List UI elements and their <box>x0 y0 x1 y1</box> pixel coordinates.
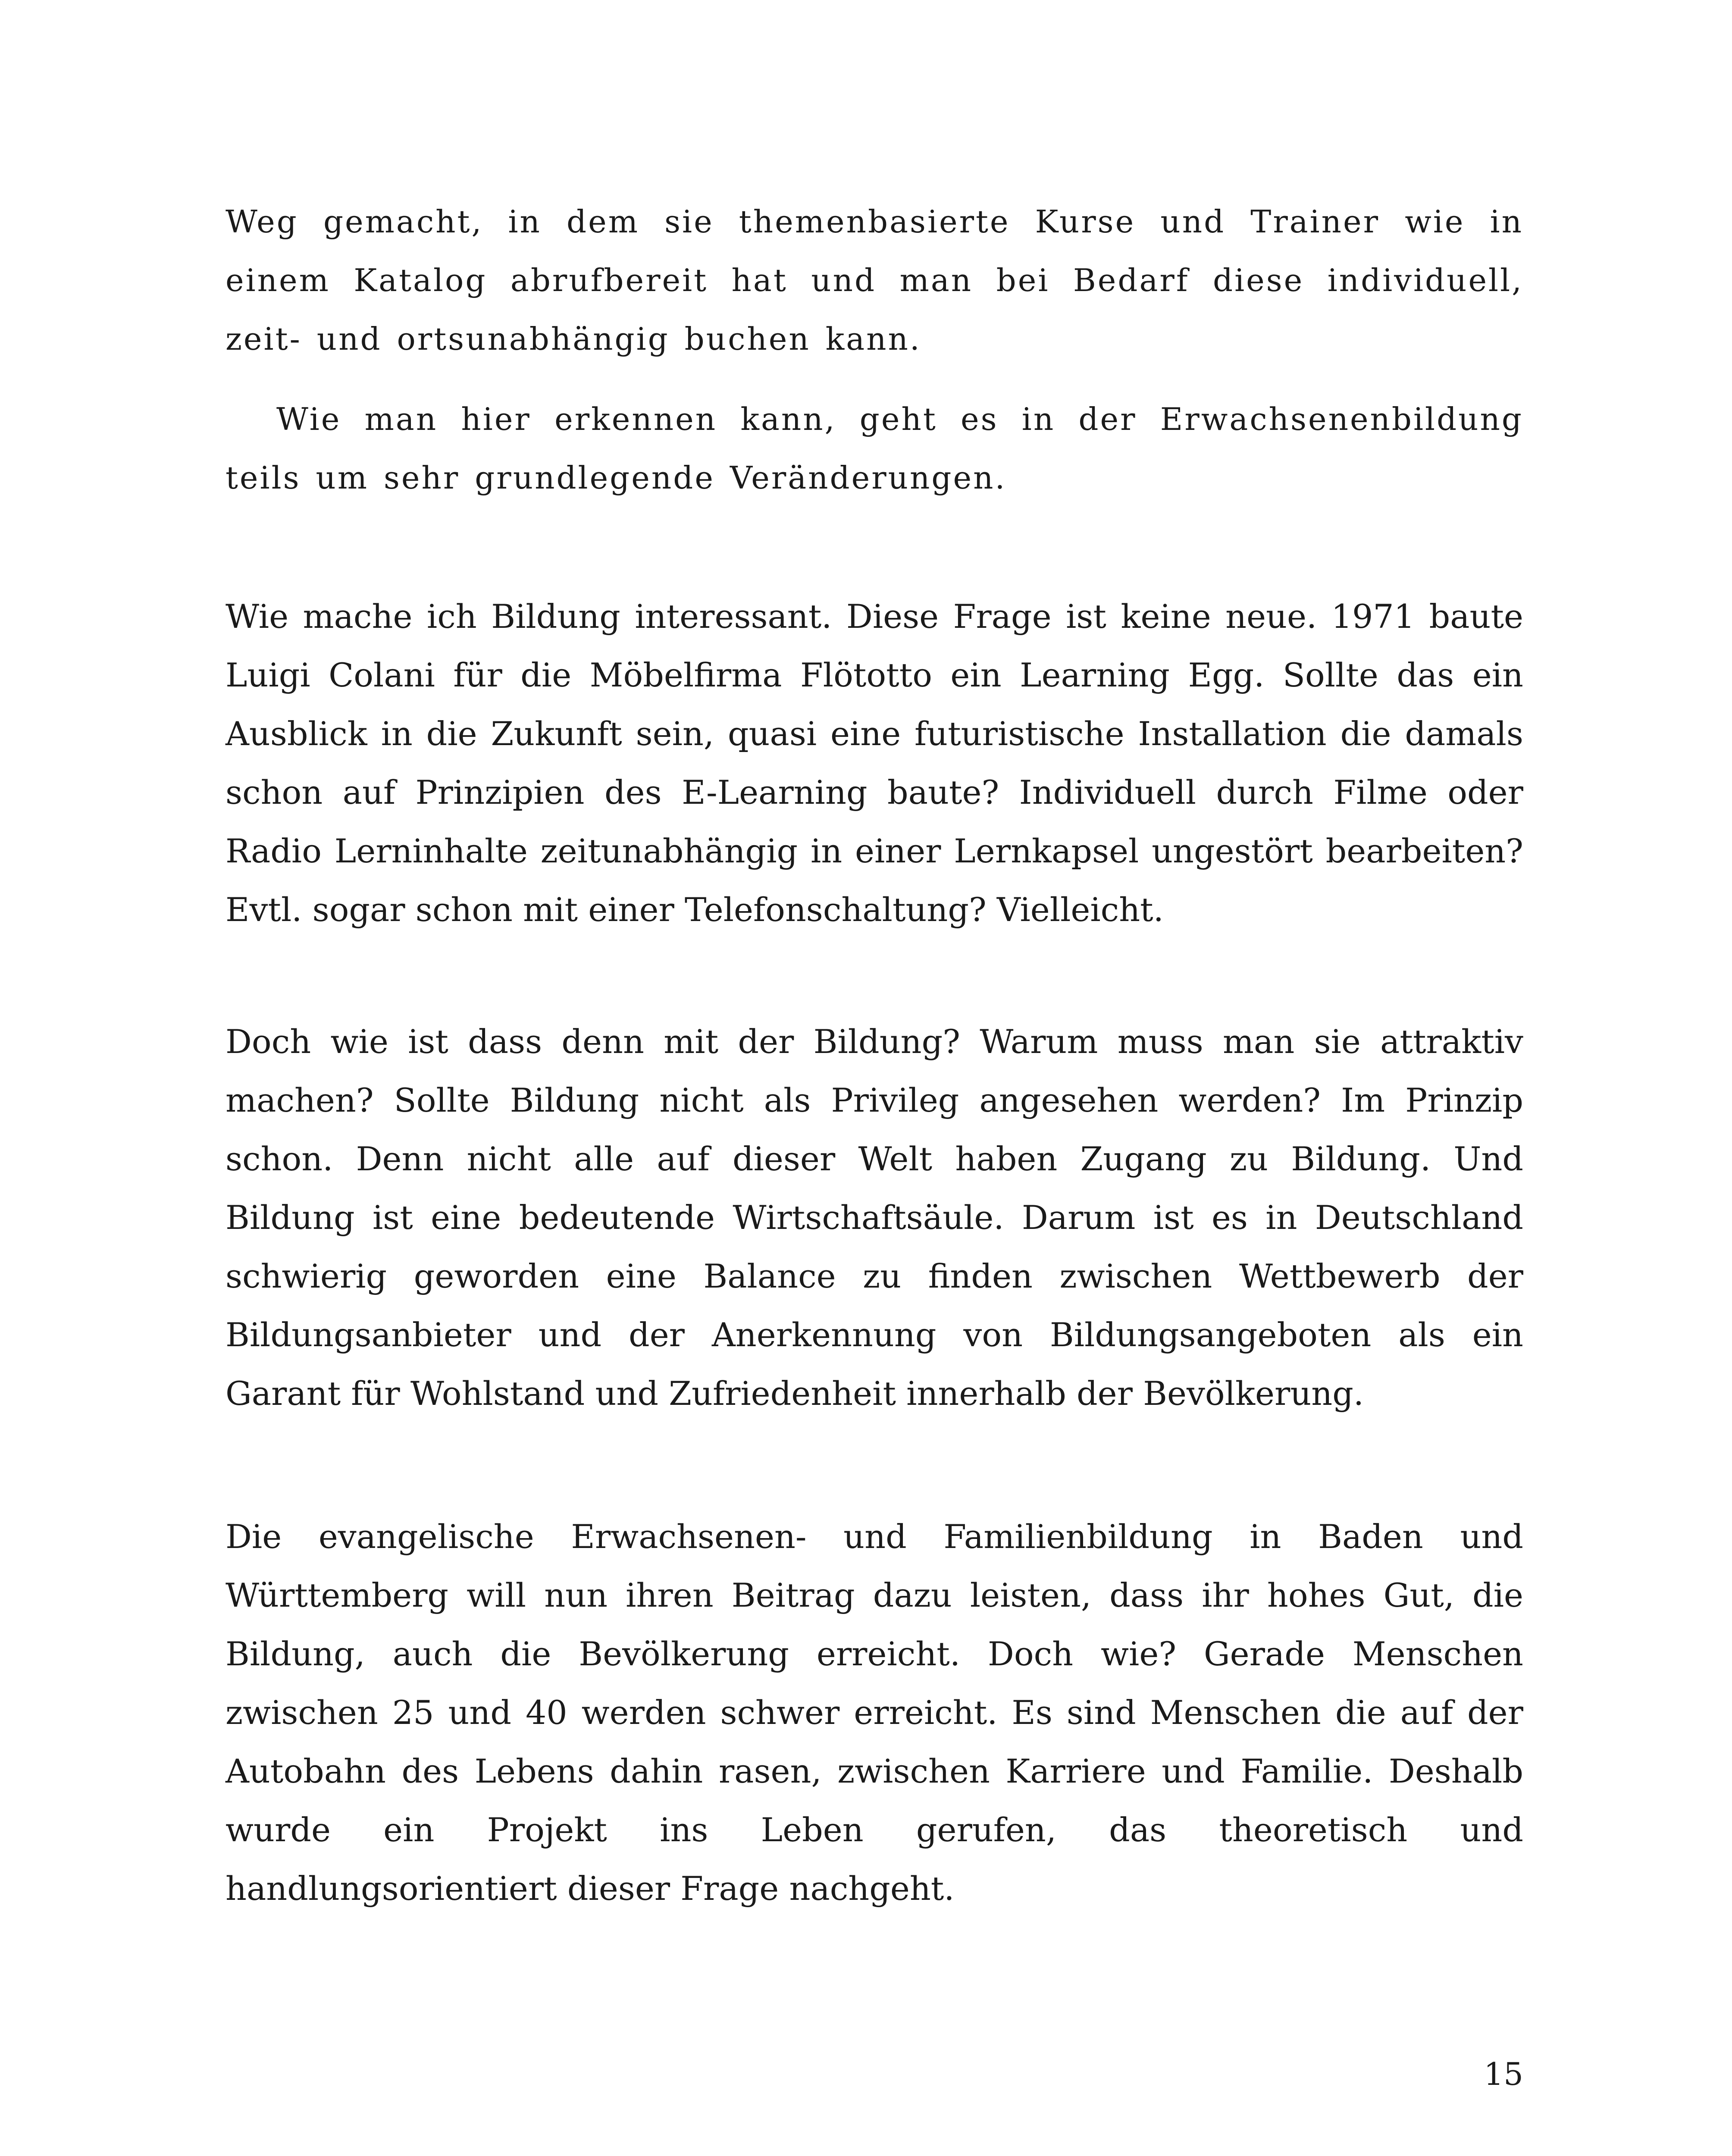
paragraph-catalog-booking: Weg gemacht, in dem sie themenbasierte Kurse und Trainer wie in einem Katalog abrufbereit hat und man bei Bedarf diese individuell, zeit- und ortsunabhängig buchen kann. <box>226 204 1523 357</box>
paragraph-education-privilege: Doch wie ist dass denn mit der Bildung? Warum muss man sie attraktiv machen? Sollte Bildung nicht als Privileg angesehen werden? Im Prinzip schon. Denn nicht alle auf dieser Welt haben Zugang zu Bildung. Und Bildung ist eine bedeutende Wirtschaftsäule. Darum ist es in Deutschland schwierig geworden eine Balance zu finden zwischen Wettbewerb der Bildungsanbieter und der Anerkennung von Bildungsangeboten als ein Garant für Wohlstand und Zufriedenheit innerhalb der Bevölkerung. <box>226 1022 1523 1413</box>
paragraph-project-introduction: Die evangelische Erwachsenen- und Familienbildung in Baden und Württemberg will nun ihren Beitrag dazu leisten, dass ihr hohes Gut, die Bildung, auch die Bevölkerung erreicht. Doch wie? Gerade Menschen zwischen 25 und 40 werden schwer erreicht. Es sind Menschen die auf der Autobahn des Lebens dahin rasen, zwischen Karriere und Familie. Deshalb wurde ein Projekt ins Leben gerufen, das theoretisch und handlungsorientiert dieser Frage nachgeht. <box>226 1517 1523 1908</box>
paragraph-learning-egg: Wie mache ich Bildung interessant. Diese Frage ist keine neue. 1971 baute Luigi Colani für die Möbelfirma Flötotto ein Learning Egg. Sollte das ein Ausblick in die Zukunft sein, quasi eine futuristische Installation die damals schon auf Prinzipien des E-Learning baute? Individuell durch Filme oder Radio Lerninhalte zeitunabhängig in einer Lernkapsel ungestört bearbeiten? Evtl. sogar schon mit einer Telefonschaltung? Vielleicht. <box>226 597 1523 929</box>
page-number: 15 <box>1484 2056 1523 2092</box>
paragraph-fundamental-changes: Wie man hier erkennen kann, geht es in der Erwachsenenbildung teils um sehr grundlegende Veränderungen. <box>226 401 1523 496</box>
